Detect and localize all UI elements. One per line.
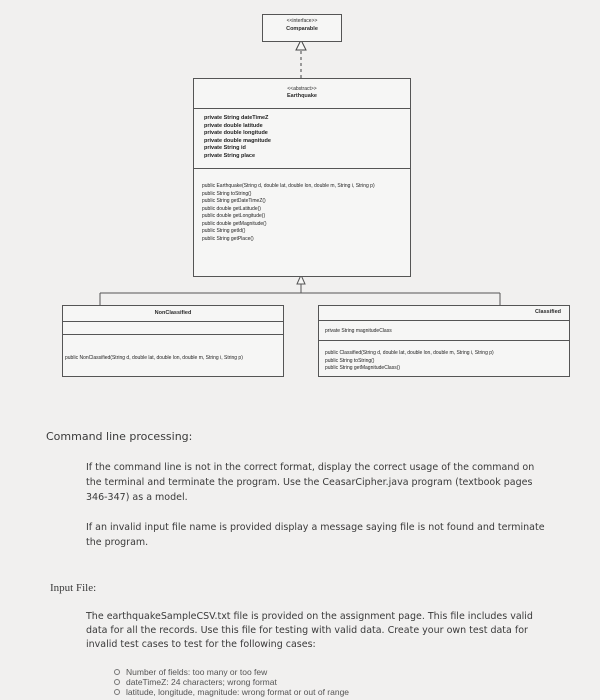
command-line-heading: Command line processing: — [46, 430, 193, 443]
invalid-cases-list — [112, 667, 552, 697]
field-item: private String place — [204, 152, 256, 159]
usage-paragraph: If the command line is not in the correct format, display the correct usage of the command on the terminal and terminate the program. Use the CeasarCipher.java program (textbook pages 346-347) as a model. — [86, 462, 535, 503]
list-item: latitude, longitude, magnitude: wrong format or out of range — [112, 687, 552, 697]
list-item: dateTimeZ: 24 characters; wrong format — [112, 677, 552, 687]
earthquake-fields-section — [194, 108, 410, 169]
earthquake-stereotype: <<abstract>> — [287, 86, 317, 92]
method-item: public String toString() — [325, 357, 375, 364]
method-item: public String toString() — [202, 190, 252, 197]
method-item: public String getPlace() — [202, 235, 254, 242]
input-file-heading: Input File: — [50, 582, 97, 594]
comparable-interface-box — [262, 14, 342, 42]
method-item: public String getId() — [202, 228, 246, 234]
method-item: public Earthquake(String d, double lat, double lon, double m, String i, String p) — [202, 183, 375, 189]
input-file-paragraph: The earthquakeSampleCSV.txt file is provided on the assignment page. This file includes valid data for all the records. Use this file for testing with valid data. Create your own test data for invalid test cases to test for the following cases: — [86, 611, 533, 650]
classified-name: Classified — [535, 309, 561, 315]
classified-methods-section — [319, 340, 569, 376]
earthquake-name: Earthquake — [287, 93, 317, 99]
method-item: public String getMagnitudeClass() — [325, 365, 401, 371]
earthquake-methods-section — [194, 168, 410, 276]
method-item: public double getLatitude() — [202, 205, 261, 212]
field-item: private double magnitude — [204, 137, 271, 144]
method-item: public NonClassified(String d, double lat, double lon, double m, String i, String p) — [65, 355, 243, 361]
file-not-found-paragraph: If an invalid input file name is provided display a message saying file is not found and terminate the program. — [86, 522, 545, 548]
method-item: public double getMagnitude() — [202, 220, 267, 227]
field-item: private double latitude — [204, 122, 263, 129]
comparable-stereotype: <<interface>> — [286, 18, 318, 24]
method-item: public double getLongitude() — [202, 213, 266, 219]
nonclassified-name: NonClassified — [154, 310, 192, 316]
nonclassified-class-box — [62, 305, 284, 377]
nonclassified-fields-section — [63, 321, 283, 335]
nonclassified-methods-section — [63, 334, 283, 376]
list-item: Number of fields: too many or too few — [112, 667, 552, 677]
field-item: private String id — [204, 145, 246, 151]
field-item: private String dateTimeZ — [204, 115, 269, 121]
earthquake-class-box — [193, 78, 411, 277]
field-item: private double longitude — [204, 130, 268, 136]
classified-class-box — [318, 305, 570, 377]
method-item: public String getDateTimeZ() — [202, 198, 266, 204]
comparable-name: Comparable — [286, 26, 318, 32]
field-item: private String magnitudeClass — [325, 328, 392, 334]
classified-fields-section — [319, 320, 569, 341]
method-item: public Classified(String d, double lat, double lon, double m, String i, String p) — [325, 350, 494, 356]
